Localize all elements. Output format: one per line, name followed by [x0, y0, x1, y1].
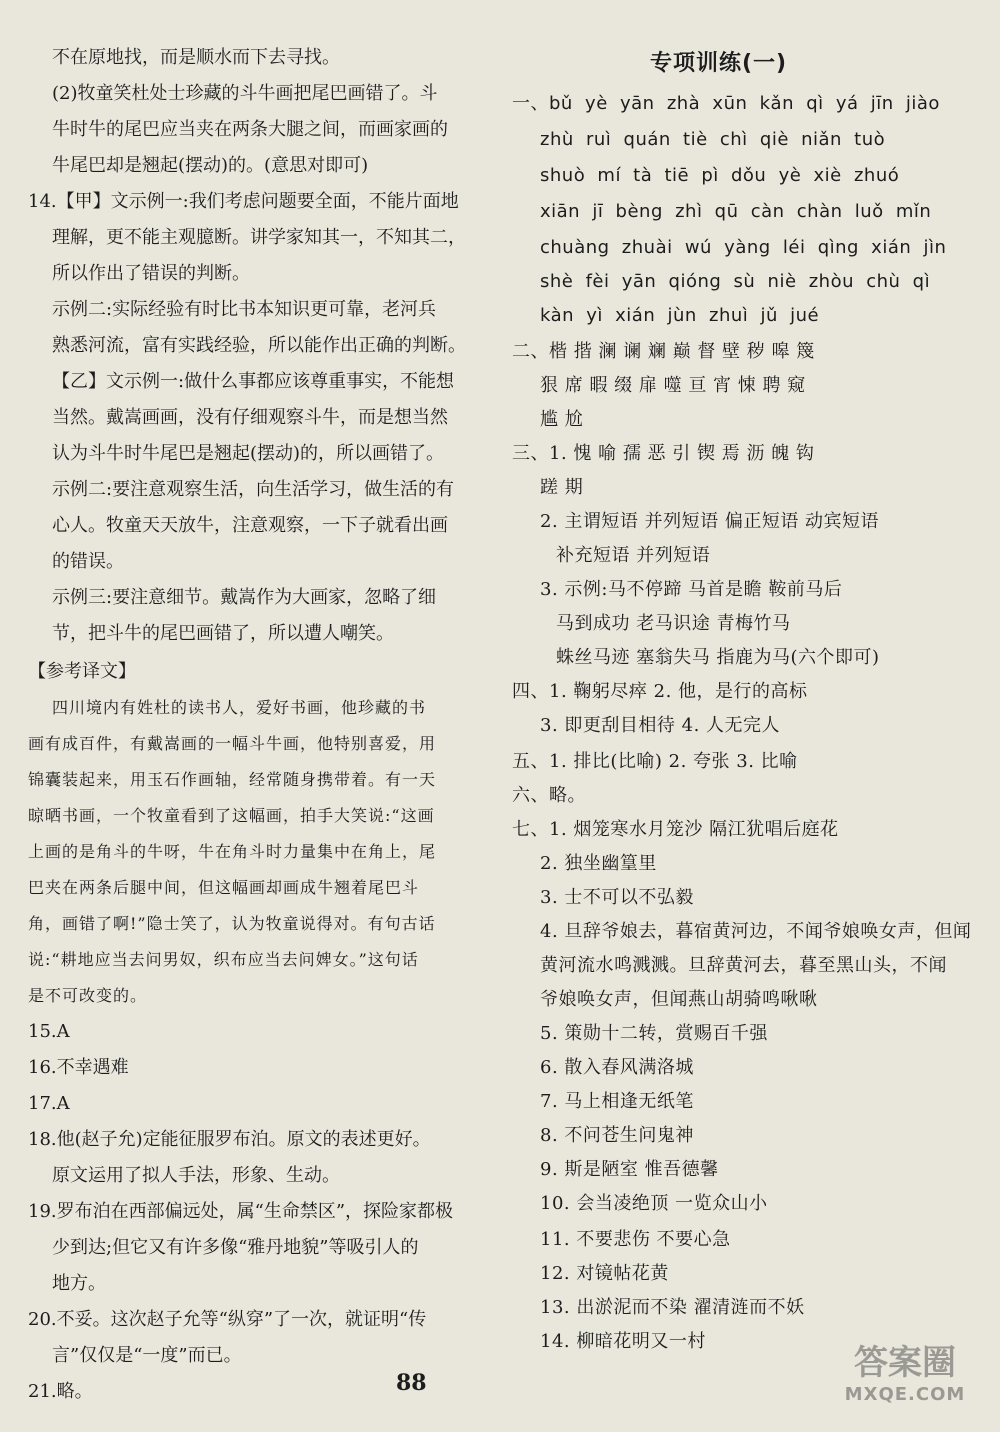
text-line: 13. 出淤泥而不染 濯清涟而不妖	[540, 1297, 805, 1318]
text-line: 不在原地找，而是顺水而下去寻找。	[52, 47, 340, 68]
text-line: 马到成功 老马识途 青梅竹马	[556, 613, 791, 634]
text-line: 18.他(赵子允)定能征服罗布泊。原文的表述更好。	[28, 1129, 431, 1150]
text-line: 2. 独坐幽篁里	[540, 853, 657, 874]
text-line: 3. 示例:马不停蹄 马首是瞻 鞍前马后	[540, 579, 843, 600]
text-line: 8. 不问苍生问鬼神	[540, 1125, 694, 1146]
text-line: shè fèi yān qióng sù niè zhòu chù qì	[540, 271, 931, 292]
text-line: 理解，更不能主观臆断。讲学家知其一，不知其二，	[52, 227, 466, 248]
section-title: 专项训练(一)	[650, 51, 788, 76]
text-line: 【参考译文】	[28, 661, 136, 682]
text-line: 牛时牛的尾巴应当夹在两条大腿之间，而画家画的	[52, 119, 448, 140]
text-line: 示例二:实际经验有时比书本知识更可靠，老河兵	[52, 299, 437, 320]
text-line: 所以作出了错误的判断。	[52, 263, 250, 284]
text-line: (2)牧童笑杜处士珍藏的斗牛画把尾巴画错了。斗	[52, 83, 438, 104]
text-line: 画有成百件，有戴嵩画的一幅斗牛画，他特别喜爱，用	[28, 734, 437, 753]
text-line: 四川境内有姓杜的读书人，爱好书画，他珍藏的书	[52, 698, 427, 717]
text-line: 爷娘唤女声，但闻燕山胡骑鸣啾啾	[540, 989, 818, 1010]
watermark-url: MXQE.COM	[844, 1384, 966, 1405]
text-line: 当然。戴嵩画画，没有仔细观察斗牛，而是想当然	[52, 407, 448, 428]
text-line: 4. 旦辞爷娘去，暮宿黄河边，不闻爷娘唤女声，但闻	[540, 921, 972, 942]
text-line: 心人。牧童天天放牛，注意观察，一下子就看出画	[52, 515, 448, 536]
text-line: 20.不妥。这次赵子允等“纵穿”了一次，就证明“传	[28, 1309, 427, 1330]
text-line: 12. 对镜帖花黄	[540, 1263, 669, 1284]
text-line: 14. 柳暗花明又一村	[540, 1331, 706, 1352]
text-line: zhù ruì quán tiè chì qiè niǎn tuò	[540, 129, 886, 150]
text-line: 15.A	[28, 1021, 70, 1042]
text-line: 5. 策勋十二转，赏赐百千强	[540, 1023, 768, 1044]
text-line: 二、楷 揩 澜 谰 斓 巅 督 壁 秽 嗥 篾	[512, 341, 815, 362]
text-line: 六、略。	[512, 785, 586, 806]
watermark-logo-text: 答案圈	[854, 1343, 956, 1383]
text-line: 言”仅仅是“一度”而已。	[52, 1345, 242, 1366]
text-line: 3. 即更刮目相待 4. 人无完人	[540, 715, 781, 736]
text-line: 晾晒书画，一个牧童看到了这幅画，拍手大笑说:“这画	[28, 806, 435, 825]
text-line: 原文运用了拟人手法，形象、生动。	[52, 1165, 340, 1186]
text-line: 认为斗牛时牛尾巴是翘起(摆动)的，所以画错了。	[52, 443, 445, 464]
text-line: 21.略。	[28, 1381, 93, 1402]
text-line: 7. 马上相逢无纸笔	[540, 1091, 694, 1112]
text-line: 少到达;但它又有许多像“雅丹地貌”等吸引人的	[52, 1237, 419, 1258]
text-line: 9. 斯是陋室 惟吾德馨	[540, 1159, 719, 1180]
text-line: 示例三:要注意细节。戴嵩作为大画家，忽略了细	[52, 587, 437, 608]
text-line: chuàng zhuài wú yàng léi qìng xián jìn	[540, 237, 947, 258]
text-line: 五、1. 排比(比喻) 2. 夸张 3. 比喻	[512, 751, 798, 772]
text-line: 蹉 期	[540, 477, 584, 498]
text-line: 尴 尬	[540, 409, 584, 430]
text-line: 说:“耕地应当去问男奴，织布应当去问婢女。”这句话	[28, 950, 419, 969]
text-line: 巴夹在两条后腿中间，但这幅画却画成牛翘着尾巴斗	[28, 878, 420, 897]
text-line: 上画的是角斗的牛呀，牛在角斗时力量集中在角上，尾	[28, 842, 437, 861]
text-line: 补充短语 并列短语	[556, 545, 711, 566]
text-line: 角，画错了啊!”隐士笑了，认为牧童说得对。有句古话	[28, 914, 436, 933]
text-line: 3. 士不可以不弘毅	[540, 887, 694, 908]
text-line: 6. 散入春风满洛城	[540, 1057, 694, 1078]
text-line: xiān jī bèng zhì qū càn chàn luǒ mǐn	[540, 201, 932, 222]
text-line: 的错误。	[52, 551, 124, 572]
text-line: shuò mí tà tiē pì dǒu yè xiè zhuó	[540, 165, 900, 186]
text-line: 四、1. 鞠躬尽瘁 2. 他，是行的高标	[512, 681, 808, 702]
text-line: 三、1. 愧 喻 孺 恶 引 锲 焉 沥 魄 钩	[512, 443, 815, 464]
text-line: 黄河流水鸣溅溅。旦辞黄河去，暮至黑山头，不闻	[540, 955, 947, 976]
text-line: 19.罗布泊在西部偏远处，属“生命禁区”，探险家都极	[28, 1201, 454, 1222]
page-number: 88	[396, 1370, 427, 1396]
text-line: 示例二:要注意观察生活，向生活学习，做生活的有	[52, 479, 455, 500]
text-line: 地方。	[52, 1273, 106, 1294]
text-line: 11. 不要悲伤 不要心急	[540, 1229, 731, 1250]
text-line: 七、1. 烟笼寒水月笼沙 隔江犹唱后庭花	[512, 819, 839, 840]
watermark-logo	[820, 1342, 990, 1422]
text-line: kàn yì xián jùn zhuì jǔ jué	[540, 305, 820, 326]
text-line: 10. 会当凌绝顶 一览众山小	[540, 1193, 768, 1214]
text-line: 牛尾巴却是翘起(摆动)的。(意思对即可)	[52, 155, 369, 176]
text-line: 17.A	[28, 1093, 70, 1114]
text-line: 蛛丝马迹 塞翁失马 指鹿为马(六个即可)	[556, 647, 880, 668]
text-line: 一、bǔ yè yān zhà xūn kǎn qì yá jīn jiào	[512, 93, 940, 114]
text-line: 熟悉河流，富有实践经验，所以能作出正确的判断。	[52, 335, 466, 356]
text-line: 16.不幸遇难	[28, 1057, 129, 1078]
text-line: 锦囊装起来，用玉石作画轴，经常随身携带着。有一天	[28, 770, 437, 789]
text-line: 节，把斗牛的尾巴画错了，所以遭人嘲笑。	[52, 623, 394, 644]
text-line: 狠 席 暇 缀 扉 噬 亘 宵 悚 聘 窥	[540, 375, 806, 396]
text-line: 【乙】文示例一:做什么事都应该尊重事实，不能想	[52, 371, 455, 392]
text-line: 14.【甲】文示例一:我们考虑问题要全面，不能片面地	[28, 191, 459, 212]
text-line: 2. 主谓短语 并列短语 偏正短语 动宾短语	[540, 511, 880, 532]
text-line: 是不可改变的。	[28, 986, 148, 1005]
